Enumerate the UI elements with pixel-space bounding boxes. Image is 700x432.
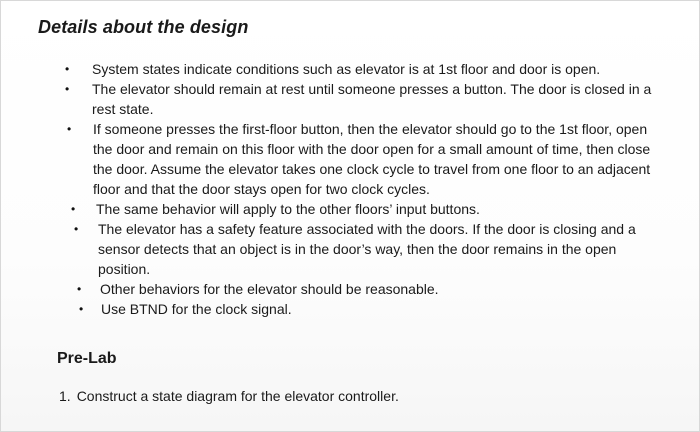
list-item-text: The elevator has a safety feature associated with the doors. If the door is closing and a sensor detects that an object is in the door’s way, then the door remains in the open position. bbox=[98, 221, 636, 277]
prelab-item-text: Construct a state diagram for the elevator controller. bbox=[76, 388, 399, 404]
list-item bbox=[71, 199, 656, 219]
bullet-icon: • bbox=[65, 82, 70, 96]
list-item bbox=[67, 119, 663, 199]
list-item-text: If someone presses the first-floor button, then the elevator should go to the 1st floor, open the door and remain on this floor with the door open for a small amount of time, then close the door. Assume the elevator takes one clock cycle to travel from one floor to an adjacent floor and that the door stays open for two clock cycles. bbox=[93, 121, 651, 197]
list-item-text: Other behaviors for the elevator should be reasonable. bbox=[100, 281, 439, 297]
list-item bbox=[65, 79, 672, 119]
list-item bbox=[65, 59, 672, 79]
list-item-text: The elevator should remain at rest until someone presses a button. The door is closed in a rest state. bbox=[92, 81, 652, 117]
bullet-icon: • bbox=[79, 302, 84, 316]
prelab-heading: Pre-Lab bbox=[57, 350, 117, 367]
list-item bbox=[74, 219, 658, 279]
prelab-item bbox=[59, 386, 399, 406]
section-title: Details about the design bbox=[38, 17, 249, 37]
prelab-item-number: 1. bbox=[59, 388, 71, 404]
bullet-icon: • bbox=[67, 122, 72, 136]
bullet-icon: • bbox=[77, 282, 82, 296]
list-item bbox=[79, 299, 661, 319]
list-item-text: Use BTND for the clock signal. bbox=[101, 301, 292, 317]
list-item bbox=[77, 279, 660, 299]
list-item-text: The same behavior will apply to the other floors’ input buttons. bbox=[96, 201, 480, 217]
bullet-icon: • bbox=[65, 62, 70, 76]
bullet-icon: • bbox=[71, 202, 76, 216]
design-details-list bbox=[1, 59, 700, 319]
bullet-icon: • bbox=[74, 222, 79, 236]
list-item-text: System states indicate conditions such as elevator is at 1st floor and door is open. bbox=[92, 61, 601, 77]
